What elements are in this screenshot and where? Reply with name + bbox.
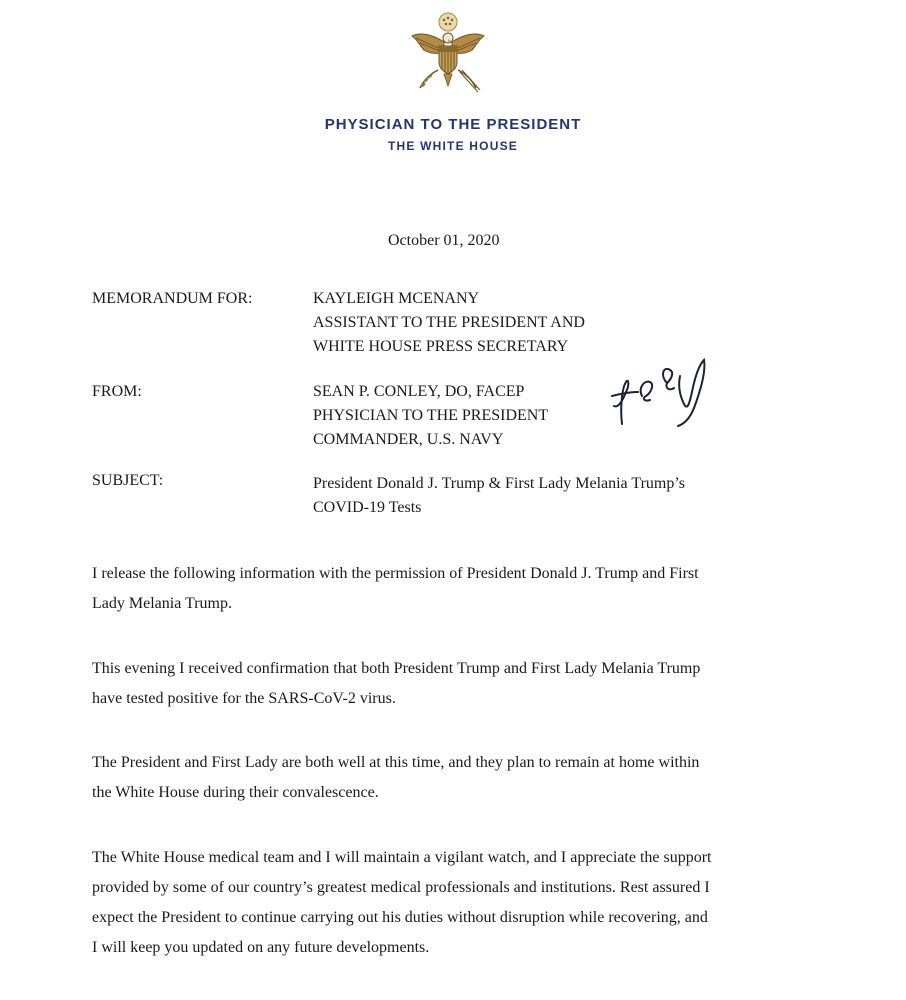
- body-paragraph-1: [92, 559, 832, 619]
- body-line: I will keep you updated on any future developments.: [92, 939, 430, 956]
- body-paragraph-3: [92, 748, 832, 808]
- memo-from-line: PHYSICIAN TO THE PRESIDENT: [313, 407, 549, 424]
- body-paragraph-4: [92, 843, 832, 963]
- body-line: provided by some of our country’s greatest medical professionals and institutions. Rest assured I: [92, 879, 710, 896]
- body-line: The President and First Lady are both well at this time, and they plan to remain at home within: [92, 754, 700, 771]
- body-line: Lady Melania Trump.: [92, 595, 232, 612]
- memo-to-label: MEMORANDUM FOR:: [92, 290, 253, 307]
- body-line: the White House during their convalescence.: [92, 784, 379, 801]
- memo-from-line: COMMANDER, U.S. NAVY: [313, 431, 504, 448]
- signature-icon: [608, 352, 718, 438]
- letterhead-subtitle: THE WHITE HOUSE: [387, 139, 518, 153]
- body-line: have tested positive for the SARS-CoV-2 virus.: [92, 690, 396, 707]
- body-line: I release the following information with the permission of President Donald J. Trump and First: [92, 565, 699, 582]
- memo-subject-line: President Donald J. Trump & First Lady Melania Trump’s: [313, 475, 686, 492]
- memo-to-line: KAYLEIGH MCENANY: [313, 290, 480, 307]
- memo-date: October 01, 2020: [388, 232, 500, 249]
- memo-subject-line: COVID-19 Tests: [313, 499, 422, 516]
- body-line: This evening I received confirmation that both President Trump and First Lady Melania Trump: [92, 660, 701, 677]
- memo-to-line: ASSISTANT TO THE PRESIDENT AND: [313, 314, 585, 331]
- memo-from-label: FROM:: [92, 383, 142, 400]
- memo-subject-label: SUBJECT:: [92, 472, 164, 489]
- memo-subject-block: [313, 472, 685, 520]
- memo-to-block: [313, 287, 585, 359]
- memo-to-line: WHITE HOUSE PRESS SECRETARY: [313, 338, 569, 355]
- body-paragraph-2: [92, 654, 832, 714]
- body-line: expect the President to continue carrying out his duties without disruption while recovering, and: [92, 909, 708, 926]
- memo-from-block: [313, 380, 548, 452]
- body-line: The White House medical team and I will maintain a vigilant watch, and I appreciate the support: [92, 849, 712, 866]
- memo-from-line: SEAN P. CONLEY, DO, FACEP: [313, 383, 525, 400]
- presidential-seal-icon: [404, 8, 492, 98]
- letterhead-title: PHYSICIAN TO THE PRESIDENT: [324, 116, 582, 133]
